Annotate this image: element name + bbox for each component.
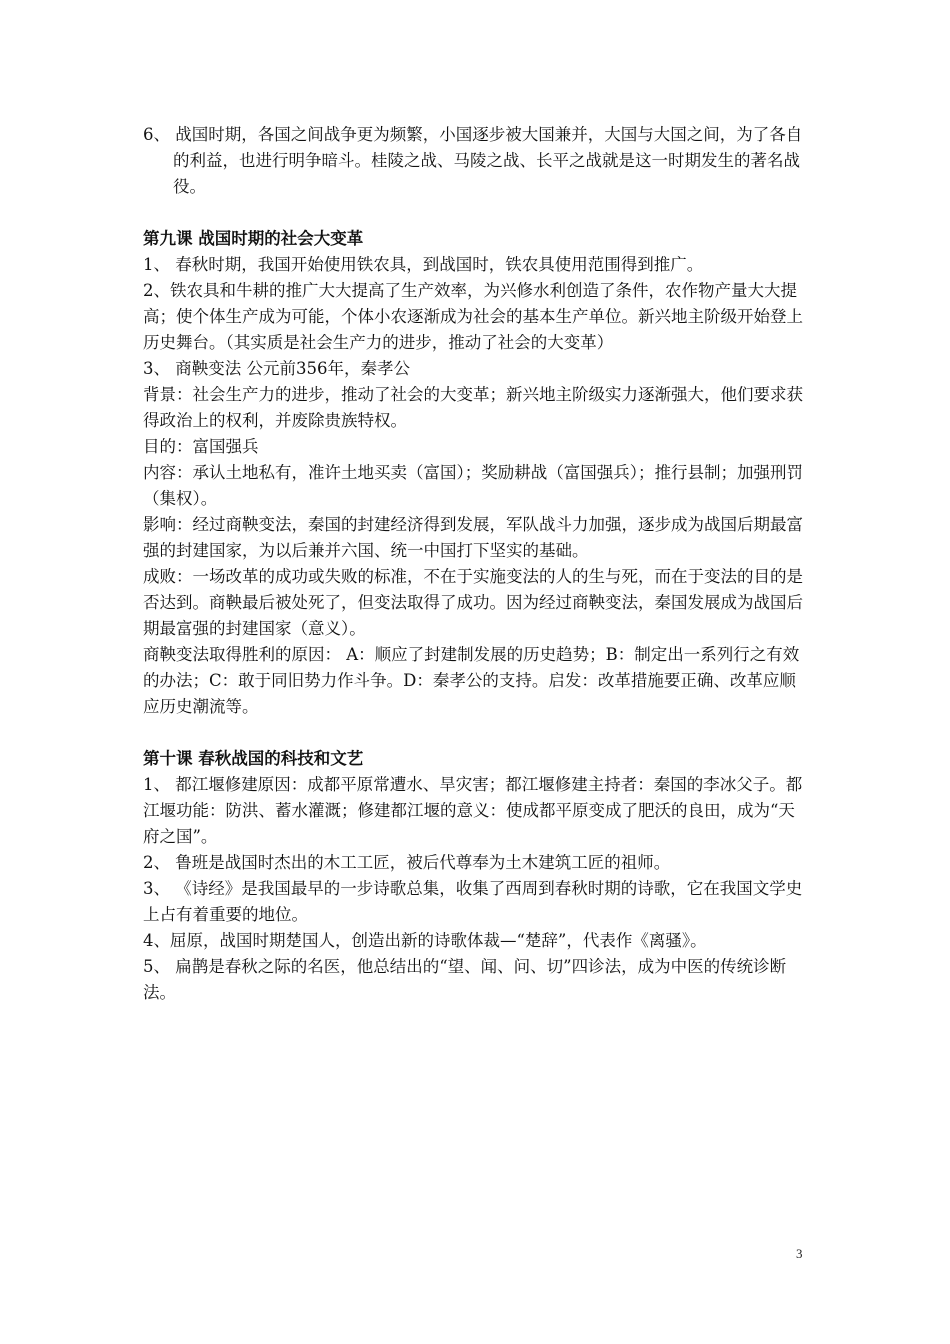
document-body: [143, 122, 811, 1006]
list-item: 6、 战国时期，各国之间战争更为频繁，小国逐步被大国兼并，大国与大国之间，为了各自的利益，也进行明争暗斗。桂陵之战、马陵之战、长平之战就是这一时期发生的著名战役。: [143, 125, 803, 196]
paragraph: 成败：一场改革的成功或失败的标准，不在于实施变法的人的生与死，而在于变法的目的是否达到。商鞅最后被处死了，但变法取得了成功。因为经过商鞅变法，秦国发展成为战国后期最富强的封建国家（意义）。: [143, 567, 803, 638]
paragraph: 商鞅变法取得胜利的原因： A：顺应了封建制发展的历史趋势；B：制定出一系列行之有效的办法；C：敢于同旧势力作斗争。D：秦孝公的支持。启发：改革措施要正确、改革应顺应历史潮流等。: [143, 645, 800, 716]
section-heading: 第九课 战国时期的社会大变革: [143, 229, 364, 248]
paragraph: 2、铁农具和牛耕的推广大大提高了生产效率，为兴修水利创造了条件，农作物产量大大提高；使个体生产成为可能，个体小农逐渐成为社会的基本生产单位。新兴地主阶级开始登上历史舞台。（其实质是社会生产力的进步，推动了社会的大变革）: [143, 281, 803, 352]
paragraph: 背景：社会生产力的进步，推动了社会的大变革；新兴地主阶级实力逐渐强大，他们要求获得政治上的权利，并废除贵族特权。: [143, 385, 803, 430]
paragraph: 影响：经过商鞅变法，秦国的封建经济得到发展，军队战斗力加强，逐步成为战国后期最富强的封建国家，为以后兼并六国、统一中国打下坚实的基础。: [143, 515, 803, 560]
paragraph: 3、 《诗经》是我国最早的一步诗歌总集，收集了西周到春秋时期的诗歌，它在我国文学史上占有着重要的地位。: [143, 879, 803, 924]
paragraph: 4、屈原，战国时期楚国人，创造出新的诗歌体裁—“楚辞”，代表作《离骚》。: [143, 931, 707, 950]
paragraph: 1、 春秋时期，我国开始使用铁农具，到战国时，铁农具使用范围得到推广。: [143, 255, 704, 274]
paragraph: 目的：富国强兵: [143, 437, 259, 456]
paragraph: 3、 商鞅变法 公元前356年，秦孝公: [143, 359, 410, 378]
page-number: 3: [796, 1246, 803, 1261]
paragraph: 1、 都江堰修建原因：成都平原常遭水、旱灾害；都江堰修建主持者：秦国的李冰父子。都江堰功能：防洪、蓄水灌溉；修建都江堰的意义：使成都平原变成了肥沃的良田，成为“天府之国”。: [143, 775, 803, 846]
paragraph: 5、 扁鹊是春秋之际的名医，他总结出的“望、闻、问、切”四诊法，成为中医的传统诊断法。: [143, 957, 787, 1002]
paragraph: 2、 鲁班是战国时杰出的木工工匠，被后代尊奉为土木建筑工匠的祖师。: [143, 853, 671, 872]
paragraph: 内容：承认土地私有，准许土地买卖（富国）；奖励耕战（富国强兵）；推行县制；加强刑罚（集权）。: [143, 463, 803, 508]
section-heading: 第十课 春秋战国的科技和文艺: [143, 749, 364, 768]
